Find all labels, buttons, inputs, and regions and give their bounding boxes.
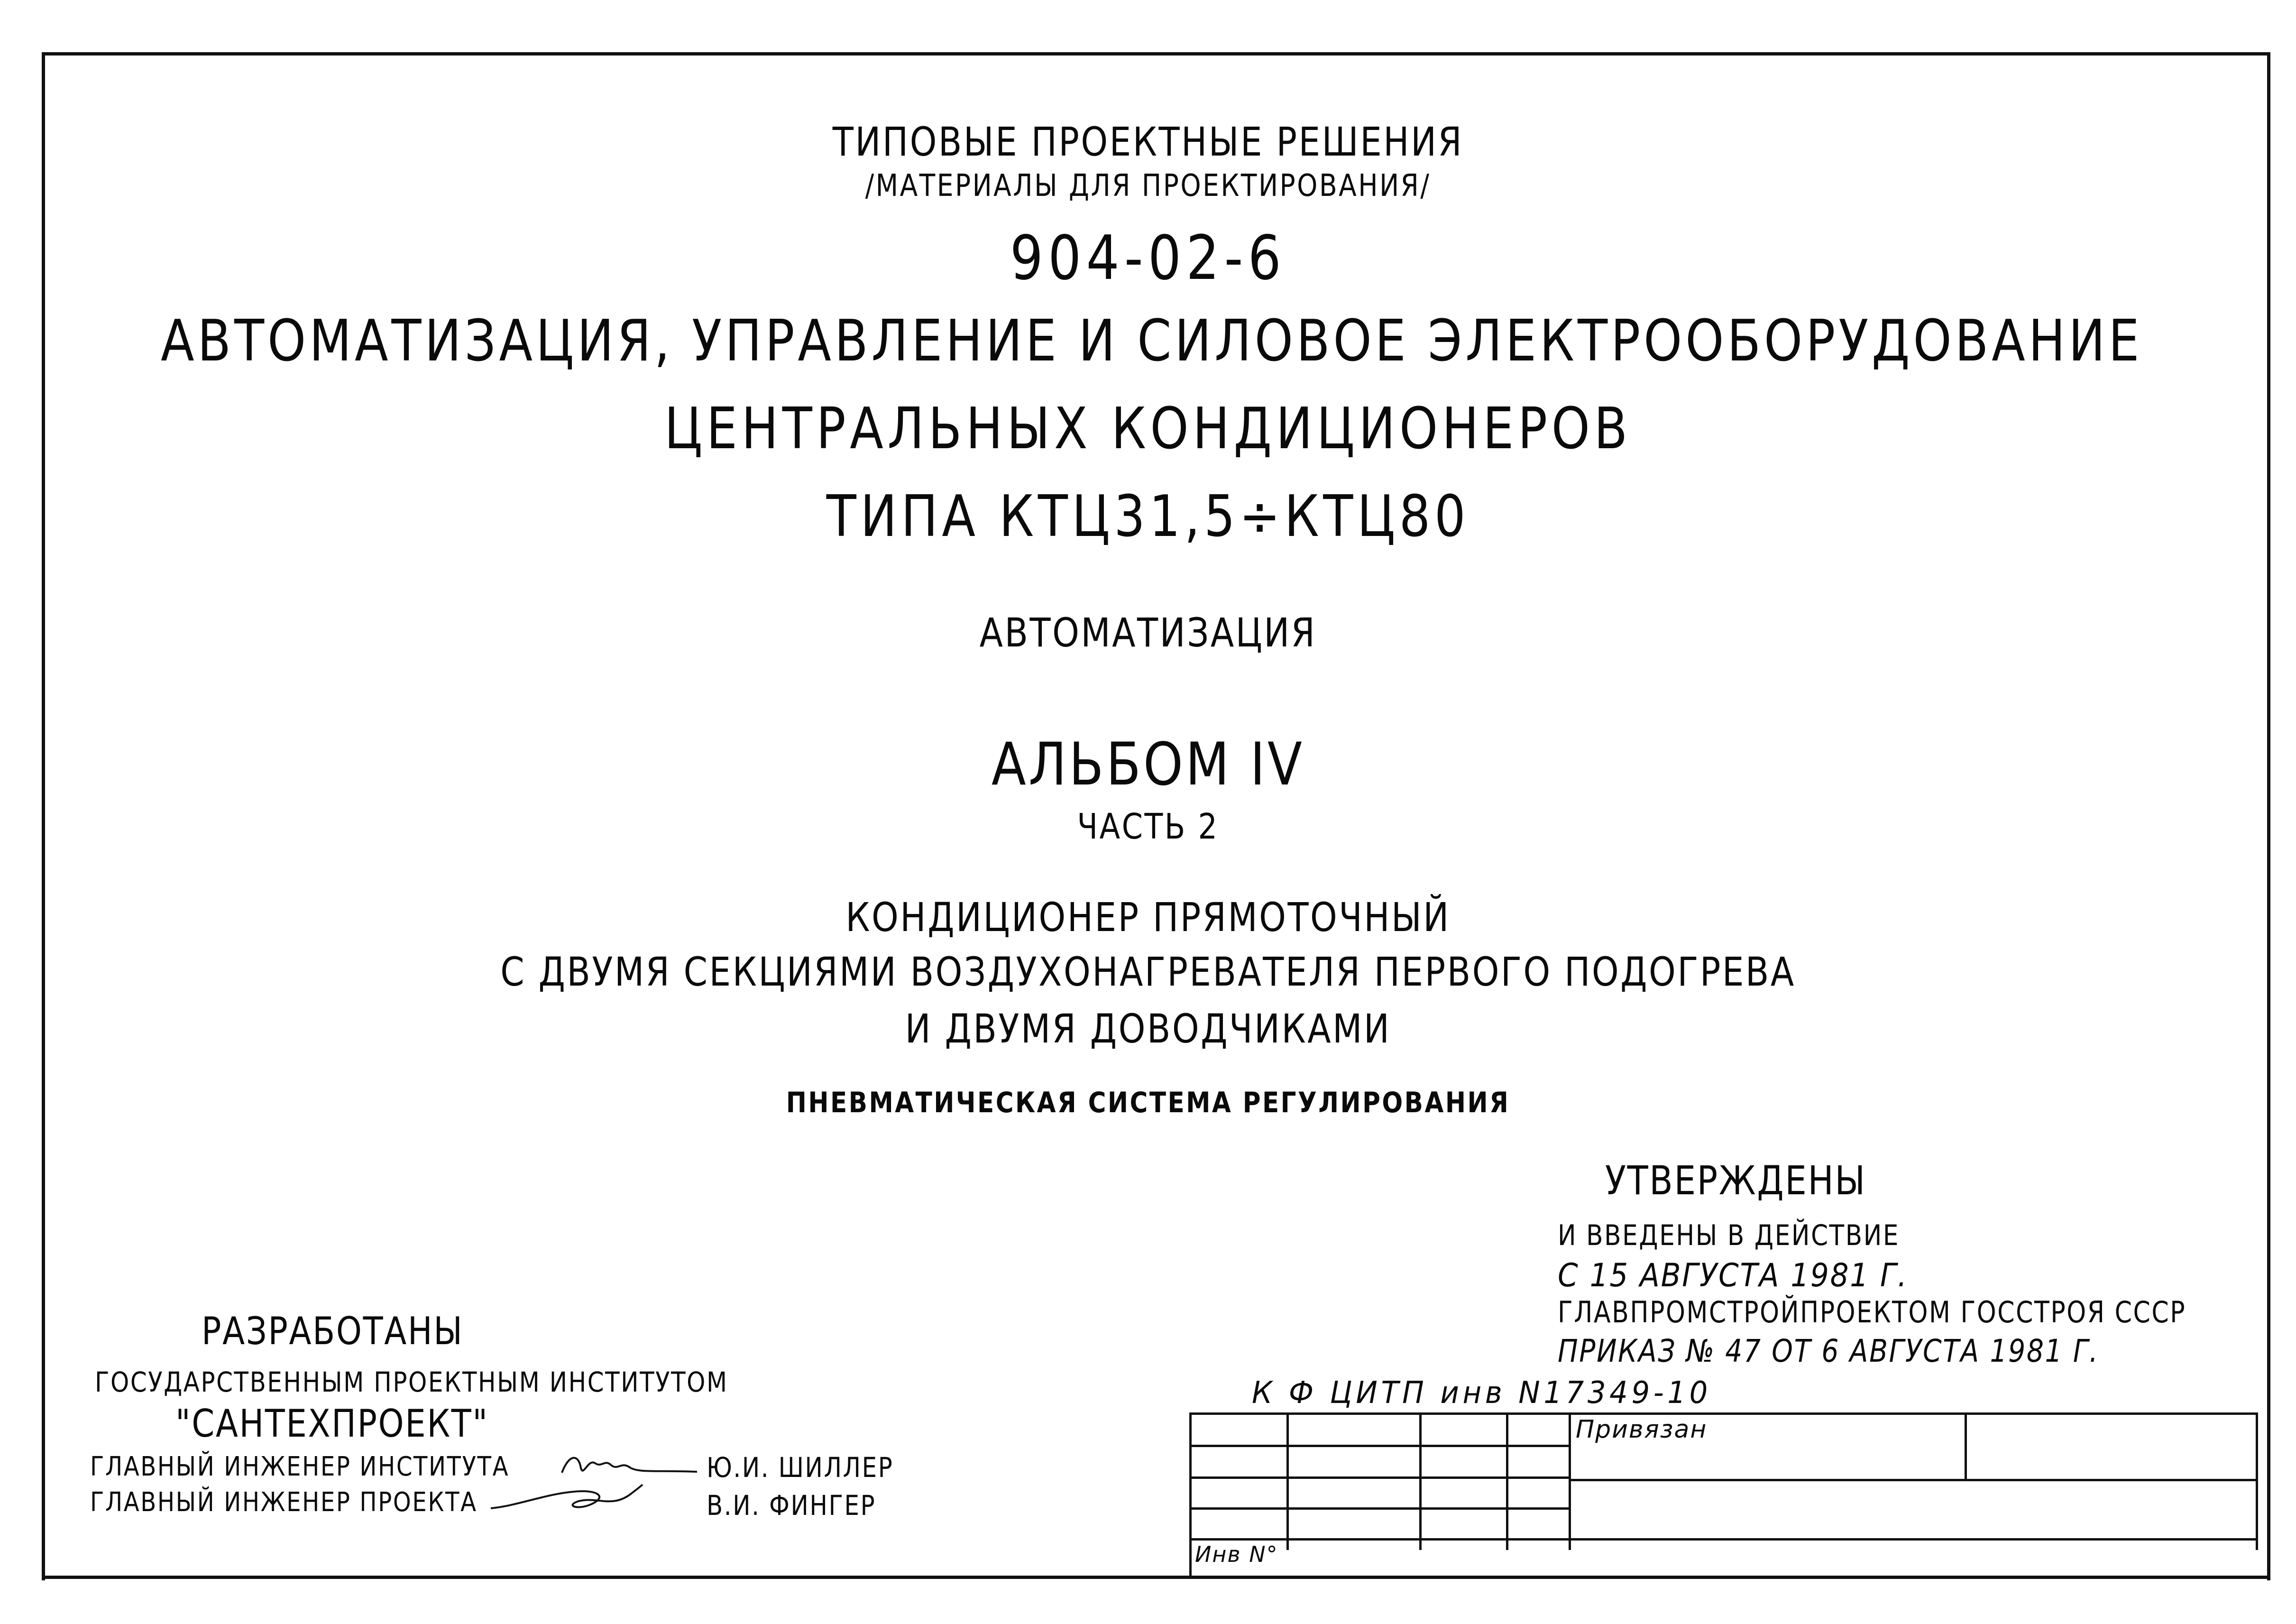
developer-org-line: ГОСУДАРСТВЕННЫМ ПРОЕКТНЫМ ИНСТИТУТОМ xyxy=(95,1366,728,1398)
stamp-table xyxy=(1189,1412,2258,1578)
description-line-1: КОНДИЦИОНЕР ПРЯМОТОЧНЫЙ xyxy=(845,894,1451,941)
chief-institute-role: ГЛАВНЫЙ ИНЖЕНЕР ИНСТИТУТА xyxy=(90,1451,510,1482)
developer-org-name: "САНТЕХПРОЕКТ" xyxy=(175,1402,489,1446)
approval-order: ПРИКАЗ № 47 ОТ 6 АВГУСТА 1981 Г. xyxy=(1558,1333,2099,1369)
inv-no-label: Инв N° xyxy=(1195,1541,1278,1567)
approval-heading: УТВЕРЖДЕНЫ xyxy=(1605,1157,1866,1204)
signature-shiller xyxy=(560,1449,702,1482)
approval-date: С 15 АВГУСТА 1981 Г. xyxy=(1558,1257,1908,1294)
chief-institute-name: Ю.И. ШИЛЛЕР xyxy=(707,1451,894,1484)
document-code: 904-02-6 xyxy=(1010,223,1286,294)
approval-line-3: ГЛАВПРОМСТРОЙПРОЕКТОМ ГОССТРОЯ СССР xyxy=(1558,1295,2186,1329)
regulation-system: ПНЕВМАТИЧЕСКАЯ СИСТЕМА РЕГУЛИРОВАНИЯ xyxy=(786,1086,1510,1119)
description-line-3: И ДВУМЯ ДОВОДЧИКАМИ xyxy=(905,1006,1391,1052)
title-line-2: ЦЕНТРАЛЬНЫХ КОНДИЦИОНЕРОВ xyxy=(664,396,1632,462)
series-title: ТИПОВЫЕ ПРОЕКТНЫЕ РЕШЕНИЯ xyxy=(832,119,1464,165)
privyazan-label: Привязан xyxy=(1576,1415,1708,1444)
approval-line-1: И ВВЕДЕНЫ В ДЕЙСТВИЕ xyxy=(1558,1219,1900,1252)
chief-project-role: ГЛАВНЫЙ ИНЖЕНЕР ПРОЕКТА xyxy=(90,1487,478,1518)
signature-finger xyxy=(488,1480,645,1518)
description-line-2: С ДВУМЯ СЕКЦИЯМИ ВОЗДУХОНАГРЕВАТЕЛЯ ПЕРВОГО ПОДОГРЕВА xyxy=(500,949,1796,995)
series-subtitle: /МАТЕРИАЛЫ ДЛЯ ПРОЕКТИРОВАНИЯ/ xyxy=(865,168,1431,203)
section-label: АВТОМАТИЗАЦИЯ xyxy=(979,609,1317,656)
title-line-3: ТИПА КТЦ31,5÷КТЦ80 xyxy=(826,484,1470,550)
chief-project-name: В.И. ФИНГЕР xyxy=(707,1489,876,1522)
archive-note: К Ф ЦИТП инв N17349-10 xyxy=(1252,1375,1711,1411)
album-part: ЧАСТЬ 2 xyxy=(1077,806,1219,847)
album-label: АЛЬБОМ IV xyxy=(991,730,1305,799)
title-line-1: АВТОМАТИЗАЦИЯ, УПРАВЛЕНИЕ И СИЛОВОЕ ЭЛЕКТРООБОРУДОВАНИЕ xyxy=(160,308,2143,374)
developer-heading: РАЗРАБОТАНЫ xyxy=(202,1309,464,1353)
